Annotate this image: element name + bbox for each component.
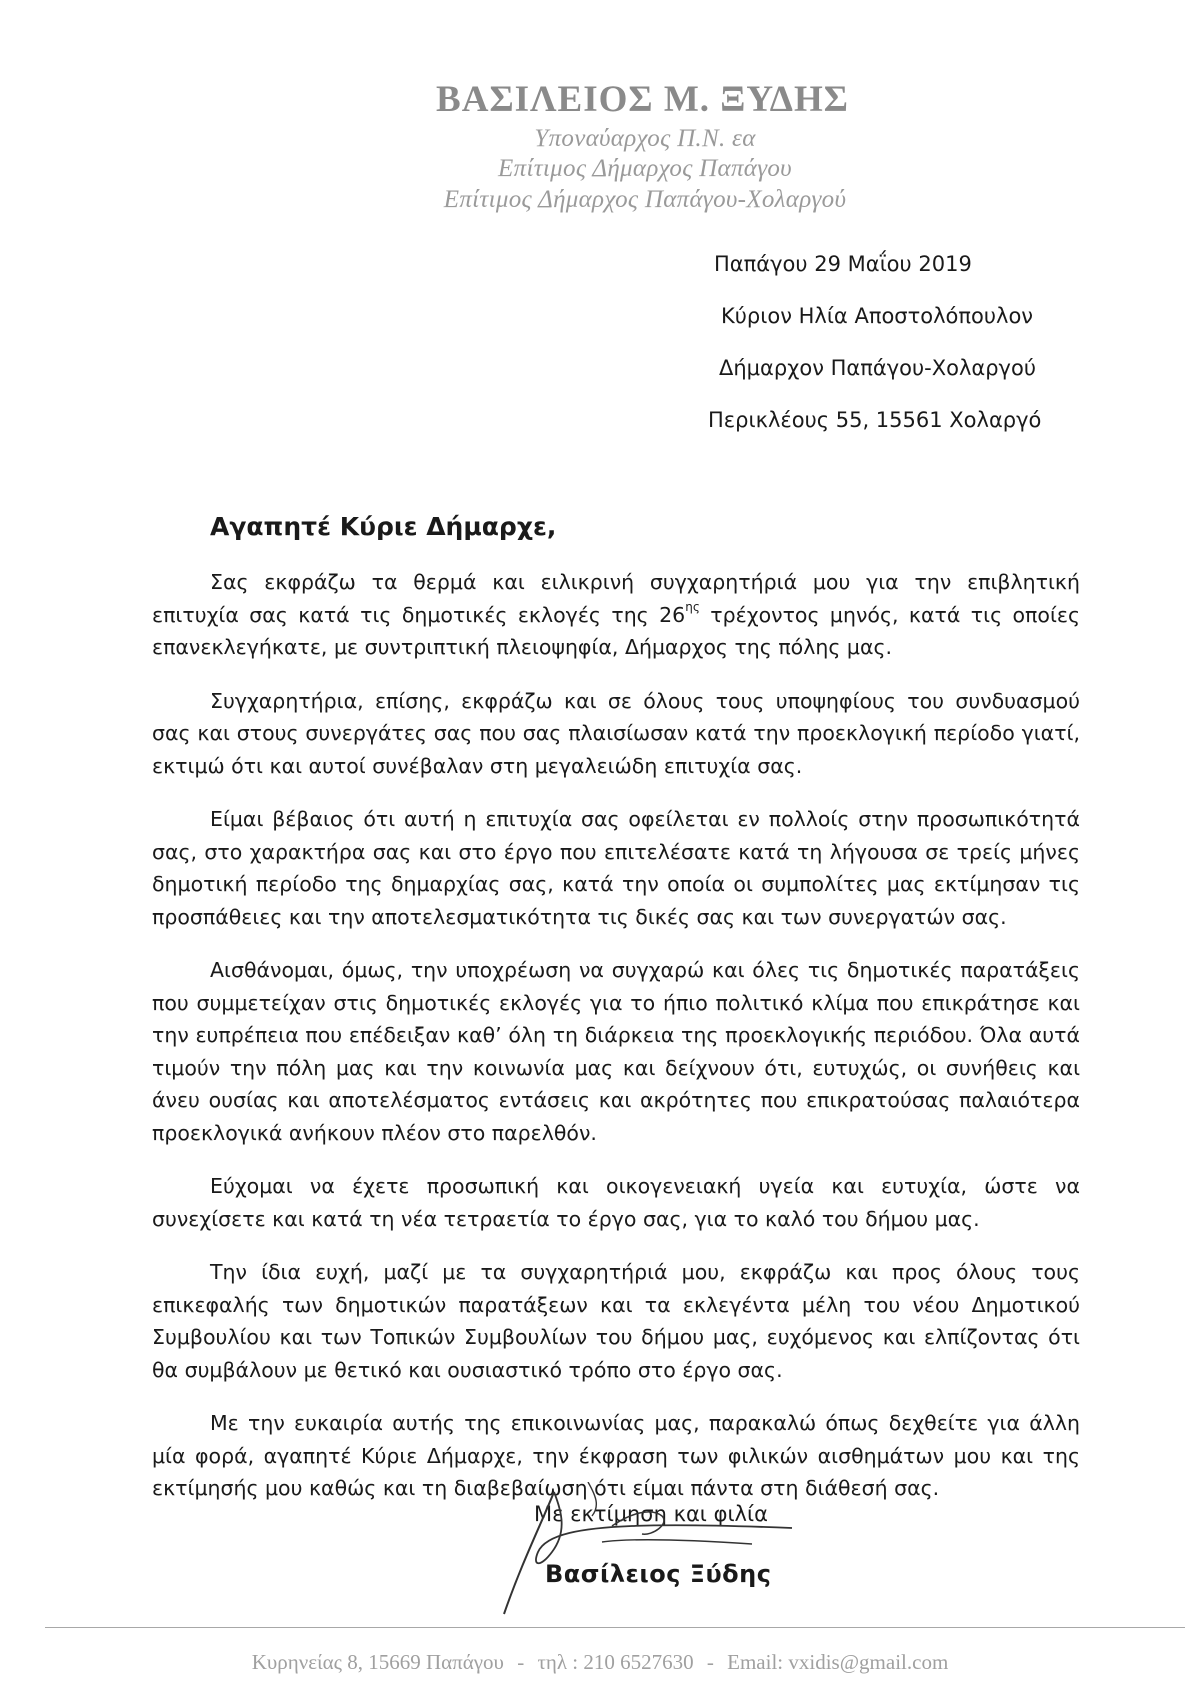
letterhead-honorary-mayor-papagou: Επίτιμος Δήμαρχος Παπάγου (498, 155, 792, 182)
letter-body (152, 566, 1080, 1526)
letter-date: Παπάγου 29 Μαΐου 2019 (714, 252, 972, 276)
closing-phrase: Με εκτίμηση και φιλία (534, 1502, 768, 1526)
letterhead-rank: Υποναύαρχος Π.Ν. εα (534, 125, 756, 152)
recipient-address: Περικλέους 55, 15561 Χολαργό (708, 408, 1042, 432)
footer-phone: τηλ : 210 6527630 (537, 1650, 694, 1674)
signer-name: Βασίλειος Ξύδης (545, 1560, 772, 1588)
recipient-name: Κύριον Ηλία Αποστολόπουλον (721, 304, 1034, 328)
paragraph-closing-remarks: Με την ευκαιρία αυτής της επικοινωνίας μας, παρακαλώ όπως δεχθείτε για άλλη μία φορά, αγαπητέ Κύριε Δήμαρχε, την έκφραση των φιλικών αισθημάτων μου και της εκτίμησής μου καθώς και τη διαβεβαίωση ότι είμαι πάντα στη διάθεσή σας. (152, 1411, 1080, 1500)
handwritten-signature (492, 1482, 822, 1622)
paragraph-wishes: Εύχομαι να έχετε προσωπική και οικογενειακή υγεία και ευτυχία, ώστε να συνεχίσετε και κατά τη νέα τετραετία το έργο σας, για το καλό του δήμου μας. (152, 1174, 1080, 1231)
footer-address: Κυρηνείας 8, 15669 Παπάγου (251, 1650, 504, 1674)
paragraph-personality: Είμαι βέβαιος ότι αυτή η επιτυχία σας οφείλεται εν πολλοίς στην προσωπικότητά σας, στο χαρακτήρα σας και στο έργο που επιτελέσατε κατά τη λήγουσα σε τρείς μήνες δημοτική περίοδο της δημαρχίας σας, κατά την οποία οι συμπολίτες μας εκτίμησαν τις προσπάθειες και την αποτελεσματικότητα τις δικές σας και των συνεργατών σας. (152, 807, 1080, 929)
paragraph-parties: Αισθάνομαι, όμως, την υποχρέωση να συγχαρώ και όλες τις δημοτικές παρατάξεις που συμμετείχαν στις δημοτικές εκλογές για το ήπιο πολιτικό κλίμα που επικράτησε και την ευπρέπεια που επέδειξαν καθ’ όλη τη διάρκεια της προεκλογικής περιόδου. Όλα αυτά τιμούν την πόλη μας και την κοινωνία μας και δείχνουν ότι, ευτυχώς, οι συνήθεις και άνευ ουσίας και αποτελέσματος εντάσεις και ακρότητες που επικρατούσας παλαιότερα προεκλογικά ανήκουν πλέον στο παρελθόν. (152, 958, 1080, 1145)
letterhead-name: ΒΑΣΙΛΕΙΟΣ Μ. ΞΥΔΗΣ (436, 79, 849, 120)
footer-email: Email: vxidis@gmail.com (727, 1650, 949, 1674)
letterhead-honorary-mayor-papagou-cholargou: Επίτιμος Δήμαρχος Παπάγου-Χολαργού (443, 186, 847, 213)
footer-separator: - (517, 1650, 525, 1674)
paragraph-1-start: Σας εκφράζω τα θερμά και ειλικρινή συγχαρητήριά μου για την επιβλητική επιτυχία σας κατά τις δημοτικές εκλογές της 26 (152, 570, 1080, 627)
paragraph-1-end: τρέχοντος μηνός, κατά τις οποίες επανεκλεγήκατε, με συντριπτική πλειοψηφία, Δήμαρχος της πόλης μας. (152, 602, 1080, 659)
paragraph-congratulations (152, 566, 1080, 664)
paragraph-candidates: Συγχαρητήρια, επίσης, εκφράζω και σε όλους τους υποψηφίους του συνδυασμού σας και στους συνεργάτες σας που σας πλαισίωσαν κατά την προεκλογική περίοδο γιατί, εκτιμώ ότι και αυτοί συνέβαλαν στη μεγαλειώδη επιτυχία σας. (152, 688, 1080, 778)
paragraph-council: Την ίδια ευχή, μαζί με τα συγχαρητήριά μου, εκφράζω και προς όλους τους επικεφαλής των δημοτικών παρατάξεων και τα εκλεγέντα μέλη του νέου Δημοτικού Συμβουλίου και των Τοπικών Συμβουλίων του δήμου μας, ευχόμενος και ελπίζοντας ότι θα συμβάλουν με θετικό και ουσιαστικό τρόπο στο έργο σας. (152, 1260, 1080, 1382)
ordinal-suffix: ης (685, 599, 700, 614)
footer-divider (45, 1627, 1185, 1628)
footer-contact (0, 1650, 1200, 1675)
footer-separator: - (706, 1650, 714, 1674)
recipient-title: Δήμαρχον Παπάγου-Χολαργού (719, 356, 1036, 380)
salutation: Αγαπητέ Κύριε Δήμαρχε, (210, 512, 557, 541)
